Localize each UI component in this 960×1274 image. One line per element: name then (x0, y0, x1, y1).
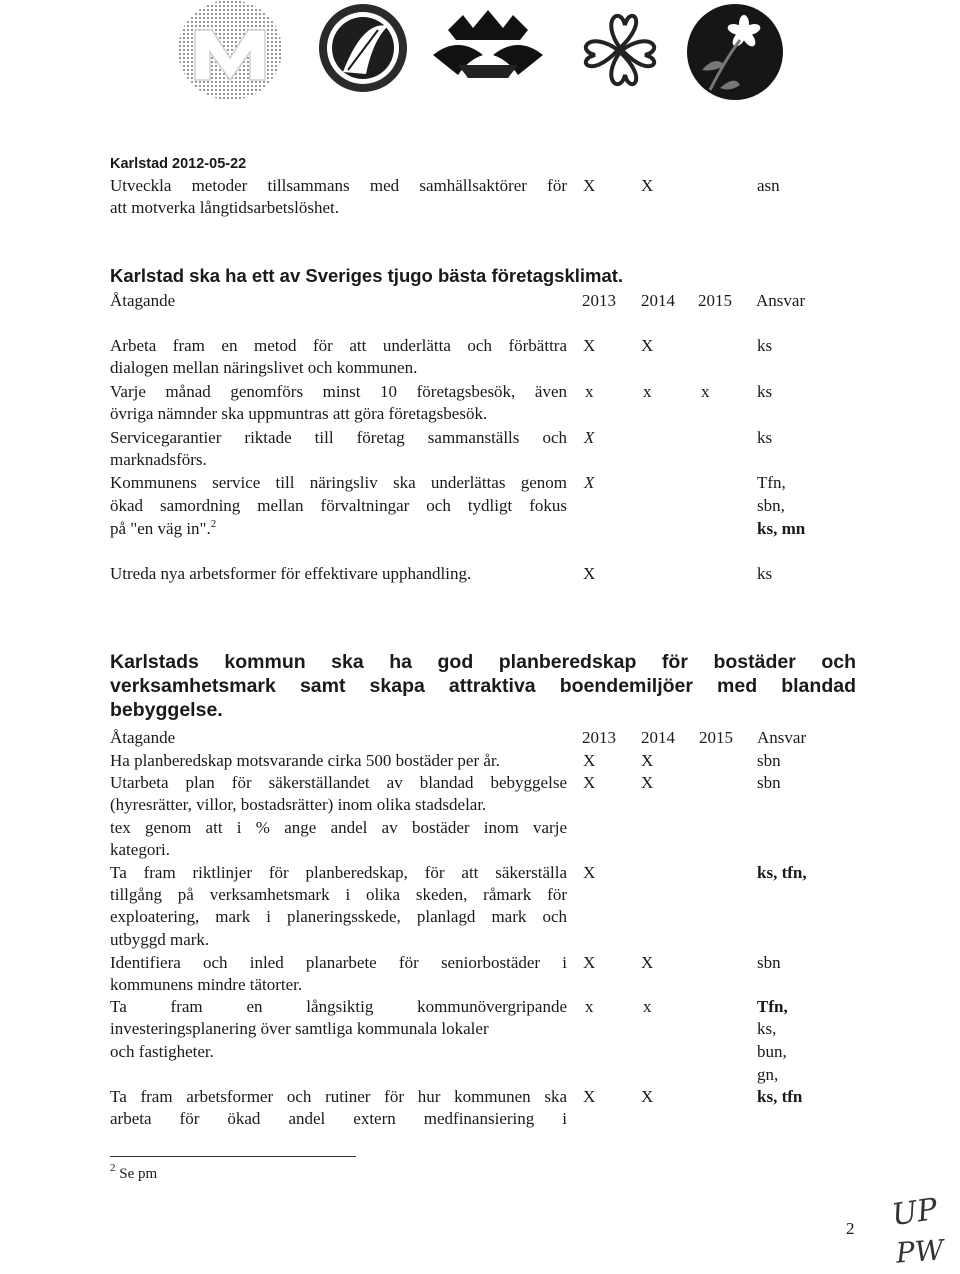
s3-r1-2013: X (583, 773, 596, 792)
initials-2: PW (894, 1233, 945, 1270)
s3-r4-l0: Ta fram en långsiktig kommunövergripande (110, 997, 567, 1016)
s3-r4-ansvar-3: gn, (757, 1065, 779, 1084)
s2-r1-l1: övriga nämnder ska uppmuntras att göra företagsbesök. (110, 404, 488, 423)
s2-r2-ansvar: ks (757, 428, 773, 447)
s3-r3-2014: X (641, 953, 654, 972)
s2-header-atagande: Åtagande (110, 291, 176, 310)
s2-r1-l0: Varje månad genomförs minst 10 företagsbesök, även (110, 382, 567, 401)
s3-r4-ansvar-1: ks, (757, 1019, 777, 1038)
s2-header-2014: 2014 (641, 291, 675, 310)
logo-row (170, 0, 810, 110)
s2-r3-l1: ökad samordning mellan förvaltningar och tydligt fokus (110, 496, 567, 515)
s2-r0-2014: X (641, 336, 654, 355)
s1-2014: X (641, 176, 654, 195)
s2-r2-2013: X (584, 428, 595, 447)
s3-r1-2014: X (641, 773, 654, 792)
footnote-divider (110, 1156, 356, 1157)
s3-r2-l0: Ta fram riktlinjer för planberedskap, för att säkerställa (110, 863, 567, 882)
centerpartiet-logo (308, 0, 418, 100)
s3-header-atagande: Åtagande (110, 728, 176, 747)
s3-r2-l3: utbyggd mark. (110, 930, 210, 949)
s3-r1-l3: kategori. (110, 840, 170, 859)
s3-r4-l2: och fastigheter. (110, 1042, 214, 1061)
s3-r3-ansvar: sbn (757, 953, 781, 972)
s3-r2-ansvar: ks, tfn, (757, 863, 807, 882)
s3-r5-l1: arbeta för ökad andel extern medfinansiering i (110, 1109, 567, 1128)
s3-r5-2013: X (583, 1087, 596, 1106)
flower-logo (680, 0, 790, 105)
s2-r3-ansvar-0: Tfn, (757, 473, 786, 492)
s1-ansvar: asn (757, 176, 780, 195)
m-logo (170, 0, 290, 105)
s2-r0-l1: dialogen mellan näringslivet och kommunen. (110, 358, 418, 377)
s3-r4-2014: x (643, 997, 652, 1016)
s2-r3-2013: X (584, 473, 595, 492)
clover-logo (570, 0, 670, 100)
s2-r4-2013: X (583, 564, 596, 583)
s2-header-2013: 2013 (582, 291, 616, 310)
s3-r1-l2: tex genom att i % ange andel av bostäder inom varje (110, 818, 567, 837)
s2-r3-l2-text: på "en väg in". (110, 519, 211, 538)
date-heading: Karlstad 2012-05-22 (110, 156, 247, 172)
s3-r5-ansvar: ks, tfn (757, 1087, 803, 1106)
s3-r2-l1: tillgång på verksamhetsmark i olika skeden, råmark för (110, 885, 567, 904)
s2-r4-ansvar: ks (757, 564, 773, 583)
s3-r1-ansvar: sbn (757, 773, 781, 792)
s3-r4-2013: x (585, 997, 594, 1016)
s3-r1-l1: (hyresrätter, villor, bostadsrätter) inom olika stadsdelar. (110, 795, 487, 814)
s2-r0-2013: X (583, 336, 596, 355)
s1-row-line-1: Utveckla metoder tillsammans med samhällsaktörer för (110, 176, 567, 195)
s1-row-line-2: att motverka långtidsarbetslöshet. (110, 198, 339, 217)
s2-r1-2014: x (643, 382, 652, 401)
section3-heading-3: bebyggelse. (110, 699, 223, 721)
s3-r3-2013: X (583, 953, 596, 972)
section3-heading-1: Karlstads kommun ska ha god planberedskap för bostäder och (110, 651, 856, 673)
s3-header-2015: 2015 (699, 728, 733, 747)
page-number: 2 (846, 1219, 855, 1238)
s3-r4-l1: investeringsplanering över samtliga kommunala lokaler (110, 1019, 489, 1038)
s2-r3-ansvar-2: ks, mn (757, 519, 806, 538)
s2-header-2015: 2015 (698, 291, 732, 310)
s2-header-ansvar: Ansvar (756, 291, 806, 310)
section3-heading-2: verksamhetsmark samt skapa attraktiva boendemiljöer med blandad (110, 675, 856, 697)
initials-1: UP (889, 1192, 940, 1233)
s3-r0-2014: X (641, 751, 654, 770)
s3-r3-l0: Identifiera och inled planarbete för seniorbostäder i (110, 953, 567, 972)
s2-r3-l0: Kommunens service till näringsliv ska underlättas genom (110, 473, 567, 492)
footnote-ref: 2 (210, 518, 217, 530)
s3-header-2013: 2013 (582, 728, 616, 747)
s2-r0-ansvar: ks (757, 336, 773, 355)
s3-r2-2013: X (583, 863, 596, 882)
s3-r5-2014: X (641, 1087, 654, 1106)
s3-r1-l0: Utarbeta plan för säkerställandet av blandad bebyggelse (110, 773, 567, 792)
section2-heading: Karlstad ska ha ett av Sveriges tjugo bästa företagsklimat. (110, 265, 624, 286)
s3-r4-ansvar-2: bun, (757, 1042, 787, 1061)
s3-r2-l2: exploatering, mark i planeringsskede, planlagd mark och (110, 907, 567, 926)
s3-r0-ansvar: sbn (757, 751, 781, 770)
s3-r5-l0: Ta fram arbetsformer och rutiner för hur kommunen ska (110, 1087, 567, 1106)
s2-r0-l0: Arbeta fram en metod för att underlätta och förbättra (110, 336, 567, 355)
s2-r3-l2 (110, 518, 216, 540)
s3-r4-ansvar-0: Tfn, (757, 997, 788, 1016)
s3-header-2014: 2014 (641, 728, 675, 747)
footnote (110, 1163, 157, 1185)
s2-r2-l1: marknadsförs. (110, 450, 207, 469)
s2-r1-ansvar: ks (757, 382, 773, 401)
s1-2013: X (583, 176, 596, 195)
s2-r1-2013: x (585, 382, 594, 401)
s3-r0-l0: Ha planberedskap motsvarande cirka 500 bostäder per år. (110, 751, 500, 770)
footnote-marker: 2 (110, 1162, 116, 1174)
s2-r3-ansvar-1: sbn, (757, 496, 785, 515)
s3-r3-l1: kommunens mindre tätorter. (110, 975, 303, 994)
crown-birds-logo (428, 0, 548, 90)
s2-r1-2015: x (701, 382, 710, 401)
s3-r0-2013: X (583, 751, 596, 770)
s3-header-ansvar: Ansvar (757, 728, 807, 747)
s2-r2-l0: Servicegarantier riktade till företag sammanställs och (110, 428, 567, 447)
s2-r4-l0: Utreda nya arbetsformer för effektivare upphandling. (110, 564, 472, 583)
footnote-text: Se pm (119, 1166, 158, 1182)
